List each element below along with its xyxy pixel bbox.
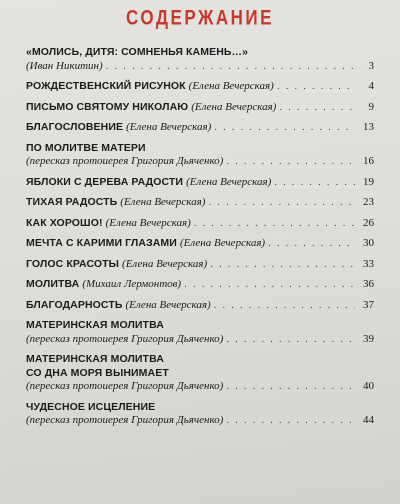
entry-title: ЧУДЕСНОЕ ИСЦЕЛЕНИЕ bbox=[26, 400, 156, 413]
toc-entry bbox=[26, 80, 374, 94]
dot-leader bbox=[210, 258, 355, 272]
table-of-contents bbox=[26, 46, 374, 435]
entry-page-number: 4 bbox=[368, 80, 374, 92]
entry-page-number: 23 bbox=[363, 196, 374, 208]
contents-heading: СОДЕРЖАНИЕ bbox=[126, 5, 274, 30]
toc-entry bbox=[26, 46, 374, 73]
dot-leader bbox=[268, 237, 355, 251]
entry-page-number: 37 bbox=[363, 298, 374, 311]
entry-page-number: 39 bbox=[363, 332, 374, 345]
dot-leader bbox=[226, 380, 355, 394]
toc-entry bbox=[26, 196, 374, 210]
entry-title: ПИСЬМО СВЯТОМУ НИКОЛАЮ bbox=[26, 100, 189, 113]
toc-entry bbox=[26, 278, 374, 292]
entry-author: (Елена Вечерская) bbox=[122, 257, 208, 270]
dot-leader bbox=[274, 176, 355, 190]
entry-author: (пересказ протоиерея Григория Дьяченко) bbox=[26, 155, 224, 167]
entry-page-number: 13 bbox=[363, 121, 374, 133]
entry-title: «МОЛИСЬ, ДИТЯ: СОМНЕНЬЯ КАМЕНЬ…» bbox=[26, 46, 249, 58]
dot-leader bbox=[208, 196, 355, 210]
entry-author: (Елена Вечерская) bbox=[120, 196, 206, 208]
entry-title: ЯБЛОКИ С ДЕРЕВА РАДОСТИ bbox=[26, 175, 184, 188]
dot-leader bbox=[214, 121, 355, 135]
entry-title: МАТЕРИНСКАЯ МОЛИТВА bbox=[26, 319, 164, 331]
entry-title: МОЛИТВА bbox=[26, 278, 80, 290]
entry-author: (пересказ протоиерея Григория Дьяченко) bbox=[26, 332, 224, 345]
entry-title: БЛАГОСЛОВЕНИЕ bbox=[26, 121, 124, 133]
entry-title: ТИХАЯ РАДОСТЬ bbox=[26, 196, 118, 208]
entry-page-number: 30 bbox=[363, 237, 374, 249]
entry-author: (Иван Никитин) bbox=[26, 59, 103, 72]
entry-page-number: 40 bbox=[363, 380, 374, 392]
entry-author: (Елена Вечерская) bbox=[188, 80, 274, 92]
dot-leader bbox=[214, 299, 355, 313]
toc-entry bbox=[26, 299, 374, 313]
entry-page-number: 36 bbox=[363, 278, 374, 290]
entry-author: (Елена Вечерская) bbox=[125, 298, 211, 311]
toc-entry bbox=[26, 237, 374, 251]
entry-title: МЕЧТА С КАРИМИ ГЛАЗАМИ bbox=[26, 237, 177, 249]
dot-leader bbox=[184, 278, 355, 292]
dot-leader bbox=[226, 155, 355, 169]
dot-leader bbox=[226, 414, 355, 428]
entry-page-number: 44 bbox=[363, 414, 374, 426]
entry-author: (Елена Вечерская) bbox=[186, 175, 272, 188]
dot-leader bbox=[106, 60, 355, 74]
entry-title: РОЖДЕСТВЕНСКИЙ РИСУНОК bbox=[26, 80, 186, 92]
toc-entry bbox=[26, 353, 374, 394]
entry-author: (Елена Вечерская) bbox=[191, 100, 277, 113]
dot-leader bbox=[279, 101, 355, 115]
entry-title: ГОЛОС КРАСОТЫ bbox=[26, 257, 120, 270]
toc-entry bbox=[26, 142, 374, 169]
entry-author: (пересказ протоиерея Григория Дьяченко) bbox=[26, 380, 224, 392]
entry-title: КАК ХОРОШО! bbox=[26, 216, 103, 229]
entry-author: (Елена Вечерская) bbox=[126, 121, 212, 133]
entry-page-number: 19 bbox=[363, 175, 374, 188]
toc-entry bbox=[26, 258, 374, 272]
dot-leader bbox=[194, 217, 355, 231]
toc-entry bbox=[26, 121, 374, 135]
entry-page-number: 26 bbox=[363, 216, 374, 229]
entry-page-number: 33 bbox=[363, 257, 374, 270]
entry-page-number: 3 bbox=[368, 59, 374, 72]
entry-author: (Елена Вечерская) bbox=[105, 216, 191, 229]
toc-entry bbox=[26, 217, 374, 231]
toc-entry bbox=[26, 401, 374, 428]
entry-title: БЛАГОДАРНОСТЬ bbox=[26, 298, 123, 311]
entry-author: (Елена Вечерская) bbox=[179, 237, 266, 249]
toc-entry bbox=[26, 176, 374, 190]
entry-page-number: 16 bbox=[363, 155, 374, 167]
toc-entry bbox=[26, 319, 374, 346]
entry-title: ПО МОЛИТВЕ МАТЕРИ bbox=[26, 141, 146, 154]
toc-entry bbox=[26, 101, 374, 115]
entry-title-continued: СО ДНА МОРЯ ВЫНИМАЕТ bbox=[26, 366, 169, 379]
entry-author: (Михаил Лермонтов) bbox=[82, 278, 182, 290]
dot-leader bbox=[277, 80, 355, 94]
dot-leader bbox=[226, 333, 355, 347]
entry-page-number: 9 bbox=[368, 100, 374, 113]
entry-author: (пересказ протоиерея Григория Дьяченко) bbox=[26, 414, 224, 426]
entry-title: МАТЕРИНСКАЯ МОЛИТВА bbox=[26, 353, 164, 365]
